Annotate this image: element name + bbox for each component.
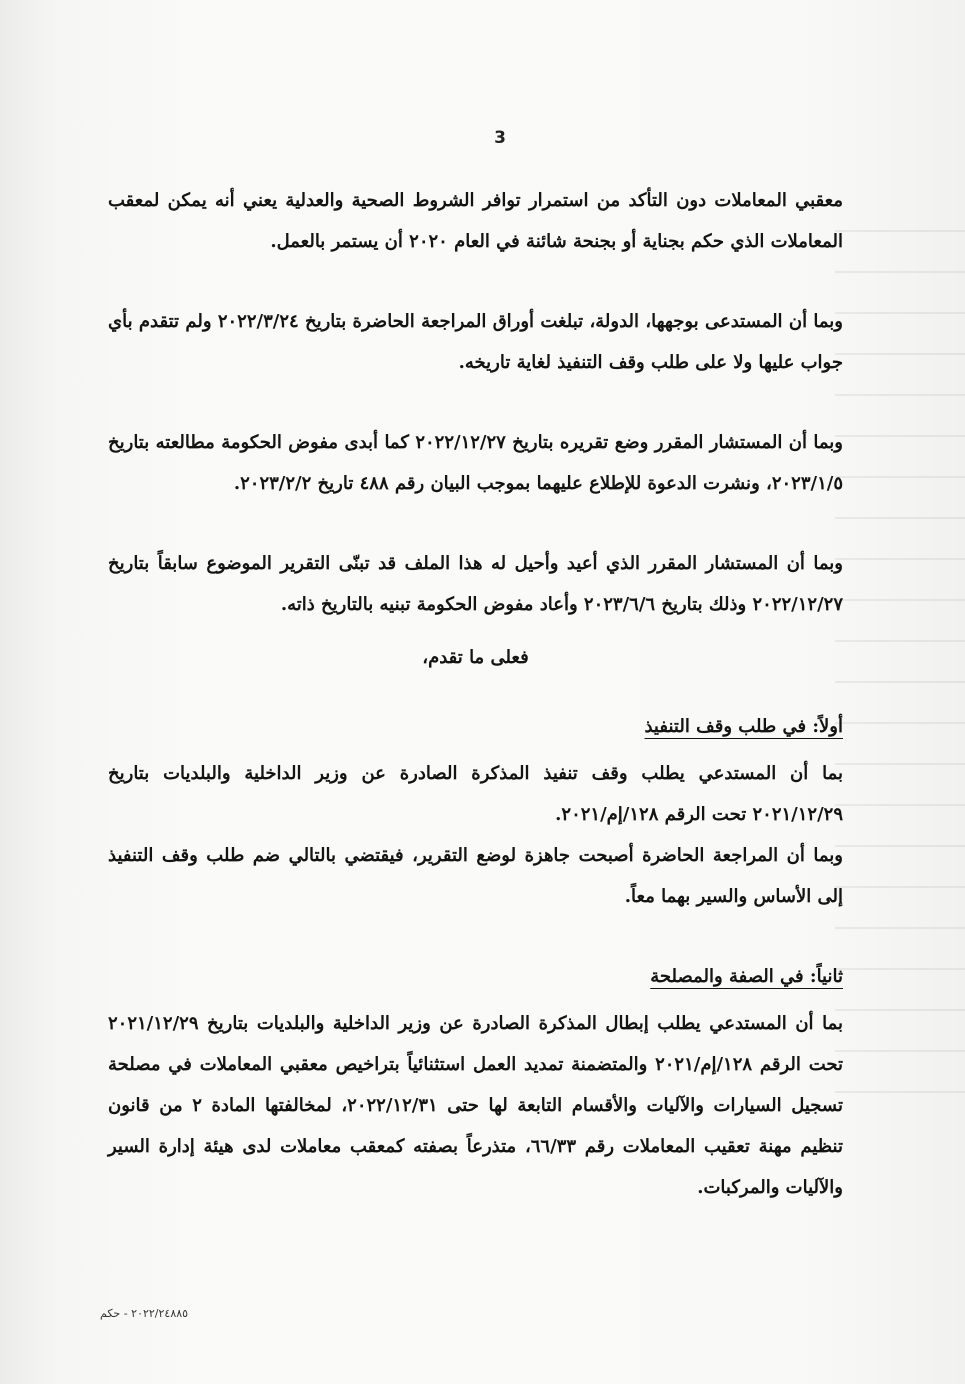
paragraph-continuation: معقبي المعاملات دون التأكد من استمرار توافر الشروط الصحية والعدلية يعني أنه يمكن لمعقب المعاملات الذي حكم بجناية أو بجنحة شائنة في العام ٢٠٢٠ أن يستمر بالعمل. [108, 190, 843, 252]
paragraph-report-adoption: وبما أن المستشار المقرر الذي أعيد وأحيل له هذا الملف قد تبنّى التقرير الموضوع سابقاً بتاريخ ٢٠٢٢/١٢/٢٧ وذلك بتاريخ ٢٠٢٣/٦/٦ وأعاد مفوض الحكومة تبنيه بالتاريخ ذاته. [108, 553, 843, 615]
paragraph-rapporteur-report: وبما أن المستشار المقرر وضع تقريره بتاريخ ٢٠٢٢/١٢/٢٧ كما أبدى مفوض الحكومة مطالعته بتاريخ ٢٠٢٣/١/٥، ونشرت الدعوة للإطلاع عليهما بموجب البيان رقم ٤٨٨ تاريخ ٢٠٢٣/٢/٢. [108, 432, 843, 494]
section-heading-stay-of-execution: أولاً: في طلب وقف التنفيذ [644, 716, 843, 737]
paragraph-join-merits: وبما أن المراجعة الحاضرة أصبحت جاهزة لوضع التقرير، فيقتضي بالتالي ضم طلب وقف التنفيذ إلى الأساس والسير بهما معاً. [108, 845, 843, 907]
page-number: 3 [494, 128, 506, 148]
section-heading-standing-interest: ثانياً: في الصفة والمصلحة [650, 966, 843, 987]
paragraph-stay-request: بما أن المستدعي يطلب وقف تنفيذ المذكرة الصادرة عن وزير الداخلية والبلديات بتاريخ ٢٠٢١/١٢/٢٩ تحت الرقم ١٢٨/إم/٢٠٢١. [108, 763, 843, 825]
footer-reference: ٢٠٢٢/٢٤٨٨٥ - حكم [100, 1307, 189, 1320]
bleed-through-shadow [835, 230, 965, 1130]
paragraph-state-notification: وبما أن المستدعى بوجهها، الدولة، تبلغت أوراق المراجعة الحاضرة بتاريخ ٢٠٢٢/٣/٢٤ ولم تتقدم بأي جواب عليها ولا على طلب وقف التنفيذ لغاية تاريخه. [108, 311, 843, 373]
document-body [108, 180, 843, 1208]
conclusion-line: فعلى ما تقدم، [422, 647, 529, 668]
paragraph-annulment-request: بما أن المستدعي يطلب إبطال المذكرة الصادرة عن وزير الداخلية والبلديات بتاريخ ٢٠٢١/١٢/٢٩ تحت الرقم ١٢٨/إم/٢٠٢١ والمتضمنة تمديد العمل استثنائياً بتراخيص معقبي المعاملات في مصلحة تسجيل السيارات والآليات والأقسام التابعة لها حتى ٢٠٢٢/١٢/٣١، لمخالفتها المادة ٢ من قانون تنظيم مهنة تعقيب المعاملات رقم ٦٦/٣٣، متذرعاً بصفته كمعقب معاملات لدى هيئة إدارة السير والآليات والمركبات. [108, 1013, 844, 1198]
